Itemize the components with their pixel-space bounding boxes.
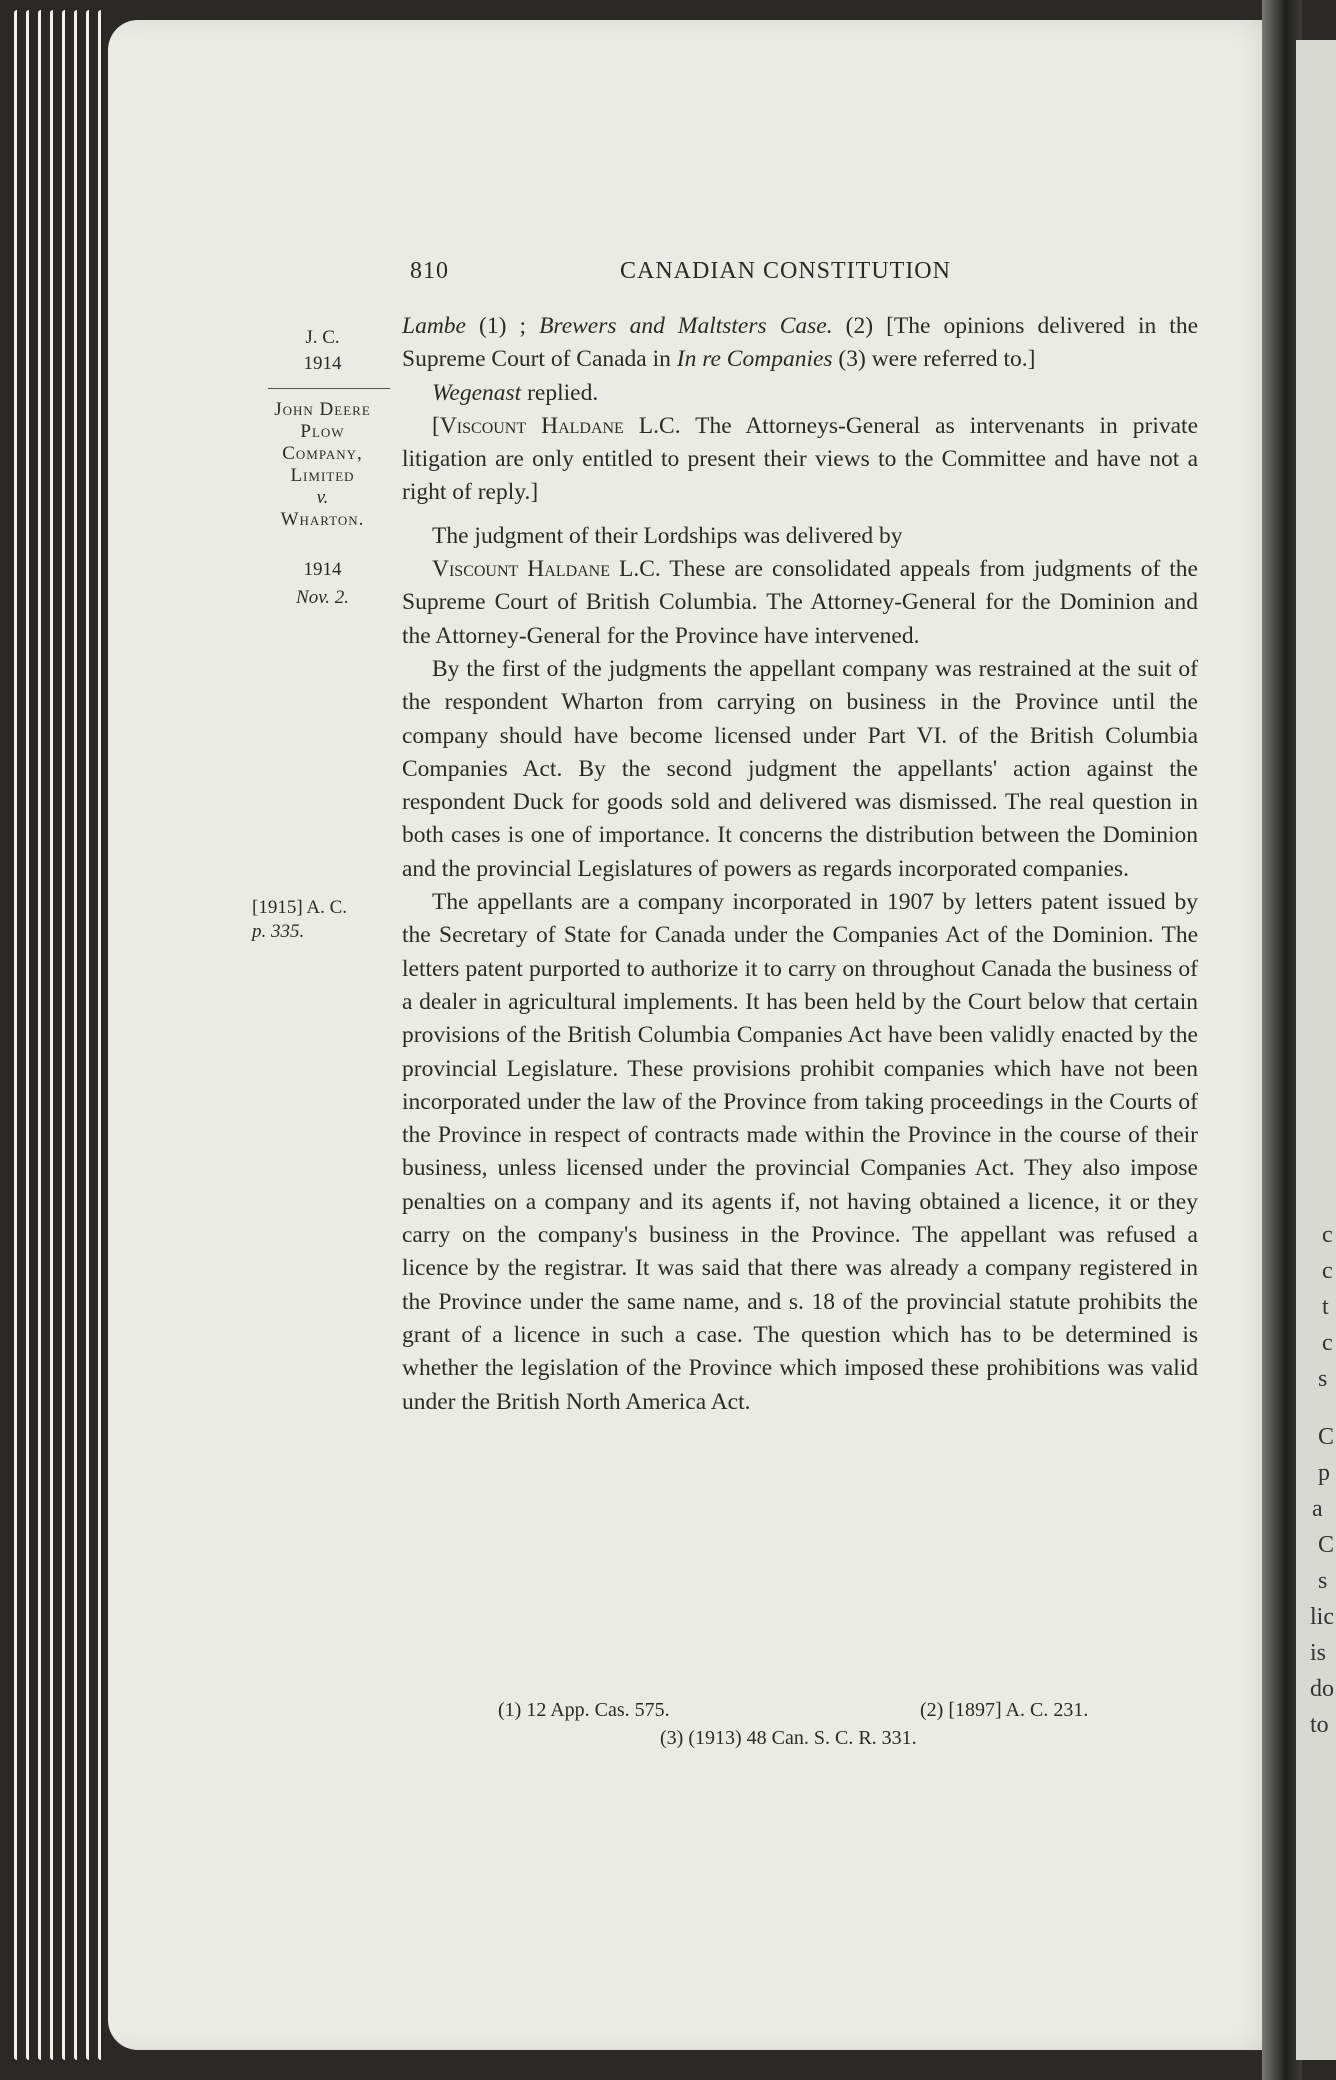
- paragraph-judgment-intro: The judgment of their Lordships was delivered by: [432, 522, 903, 549]
- margin-year: 1914: [303, 353, 342, 374]
- margin-judgment-year: 1914: [303, 559, 342, 580]
- next-page-fragment: c: [1322, 1222, 1333, 1248]
- margin-case-name-line: Plow: [300, 421, 345, 442]
- text-run: L.C. The Attorneys-General as intervenants in private litigation are only entitled to present their views to the Committee and have not a right of reply.]: [402, 412, 1198, 506]
- margin-case-name-line: Wharton.: [280, 509, 365, 530]
- next-page-fragment: to: [1310, 1712, 1329, 1738]
- next-page-fragment: c: [1322, 1258, 1333, 1284]
- next-page-fragment: C: [1318, 1532, 1335, 1558]
- margin-court: J. C.: [305, 327, 340, 348]
- margin-case-name-line: v.: [316, 487, 329, 508]
- margin-case-name-line: Limited: [290, 465, 355, 486]
- paragraph-3: The appellants are a company incorporated in 1907 by letters patent issued by the Secretary of State for Canada under the Companies Act of the Dominion. The letters patent purported to authorize it to carry on throughout Canada the business of a dealer in agricultural implements. It has been held by the Court below that certain provisions of the British Columbia Companies Act have been validly enacted by the provincial Legislature. These provisions prohibit companies which have not been incorporated under the law of the Province from taking proceedings in the Courts of the Province in respect of contracts made within the Province in the course of their business, unless licensed under the provincial Companies Act. They also impose penalties on a company and its agents if, not having obtained a licence, it or they carry on the company's business in the Province. The appellant was refused a licence by the registrar. It was said that there was already a company registered in the Province under the same name, and s. 18 of the provincial statute prohibits the grant of a licence in such a case. The question which has to be determined is whether the legislation of the Province which imposed these prohibitions was valid under the British North America Act.: [402, 889, 1198, 1415]
- judge-name: Viscount Haldane: [439, 412, 624, 439]
- next-page-edge: [1296, 40, 1336, 2060]
- text-run: (1) ;: [465, 313, 540, 339]
- main-text: [402, 310, 1198, 1419]
- next-page-fragment: p: [1318, 1460, 1330, 1486]
- paragraph-1: [402, 553, 1198, 653]
- next-page-fragment: t: [1322, 1294, 1329, 1320]
- next-page-fragment: is: [1310, 1640, 1327, 1666]
- paragraph-haldane-note: [402, 410, 1198, 510]
- next-page-fragment: a: [1312, 1496, 1323, 1522]
- margin-rule: [268, 388, 390, 389]
- text-run: [: [432, 412, 440, 439]
- footnote-3: (3) (1913) 48 Can. S. C. R. 331.: [660, 1727, 917, 1749]
- next-page-fragment: C: [1318, 1424, 1335, 1450]
- case-cite: Lambe: [402, 313, 466, 339]
- paragraph-2: By the first of the judgments the appellant company was restrained at the suit of the respondent Wharton from carrying on business in the Province until the company should have become licensed under Part VI. of the British Columbia Companies Act. By the second judgment the appellants' action against the respondent Duck for goods sold and delivered was dismissed. The real question in both cases is one of importance. It concerns the distribution between the Dominion and the provincial Legislatures of powers as regards incorporated companies.: [402, 655, 1198, 882]
- next-page-fragment: s: [1318, 1568, 1328, 1594]
- margin-case-name-line: Company,: [282, 443, 363, 464]
- margin-report-cite-2: p. 335.: [252, 921, 305, 942]
- text-run: L.C. These are consolidated appeals from judgments of the Supreme Court of British Columbia. The Attorney-General for the Dominion and the Attorney-General for the Province have intervened.: [402, 556, 1198, 649]
- paragraph-wegenast: [402, 377, 1198, 410]
- running-title: CANADIAN CONSTITUTION: [620, 258, 951, 284]
- next-page-fragment: lic: [1310, 1604, 1334, 1630]
- text-run: replied.: [521, 379, 599, 406]
- next-page-fragment: s: [1318, 1366, 1328, 1392]
- case-cite: Brewers and Maltsters Case.: [539, 313, 833, 339]
- judge-name: Viscount Haldane: [432, 556, 611, 583]
- margin-case-name-line: John Deere: [274, 399, 371, 420]
- next-page-fragment: c: [1322, 1330, 1333, 1356]
- next-page-fragment: do: [1310, 1676, 1334, 1702]
- margin-report-cite-1: [1915] A. C.: [252, 897, 347, 918]
- text-run: (2) [The opinions delivered in the Supreme Court of Canada in: [402, 313, 1198, 373]
- text-run: (3) were referred to.]: [832, 346, 1036, 373]
- margin-report-cite: [252, 896, 397, 944]
- footnote-1: (1) 12 App. Cas. 575.: [498, 1699, 670, 1721]
- case-cite: In re Companies: [676, 346, 833, 373]
- paragraph-citations: [402, 310, 1198, 377]
- footnote-2: (2) [1897] A. C. 231.: [920, 1699, 1089, 1721]
- page-number: 810: [410, 258, 449, 284]
- counsel-name: Wegenast: [432, 379, 522, 406]
- margin-judgment-date: Nov. 2.: [296, 587, 349, 608]
